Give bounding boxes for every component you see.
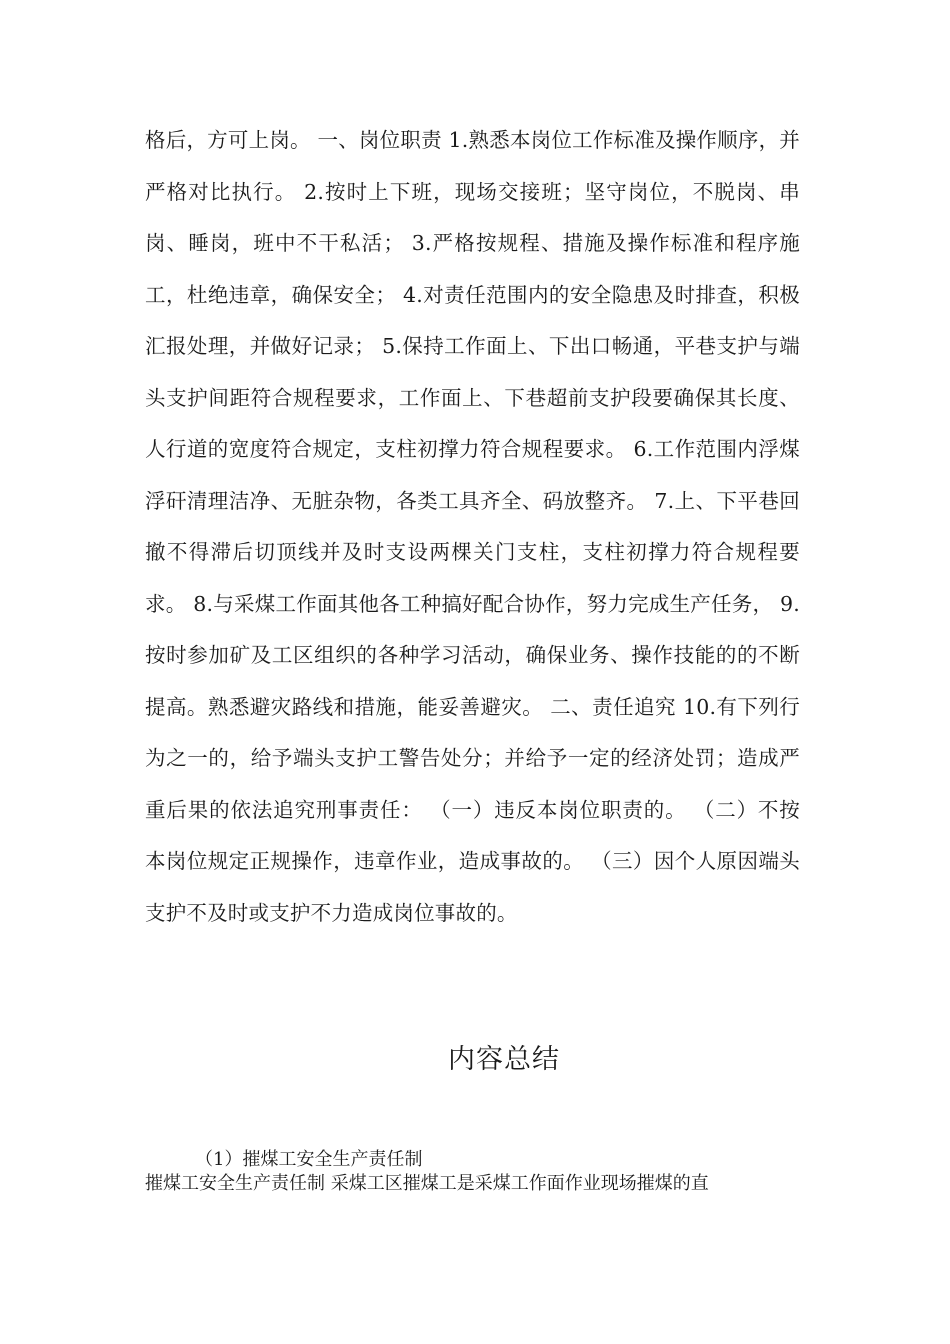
section-title: 内容总结	[448, 1044, 560, 1075]
body-paragraph: 格后，方可上岗。 一、岗位职责 1.熟悉本岗位工作标准及操作顺序，并严格对比执行。 2.按时上下班，现场交接班；坚守岗位，不脱岗、串岗、睡岗，班中不干私活； 3.严格按规程、措施及操作标准和程序施工，杜绝违章，确保安全； 4.对责任范围内的安全隐患及时排查，积极汇报处理，并做好记录； 5.保持工作面上、下出口畅通，平巷支护与端头支护间距符合规程要求，工作面上、下巷超前支护段要确保其长度、人行道的宽度符合规定，支柱初撑力符合规程要求。 6.工作范围内浮煤浮矸清理洁净、无脏杂物，各类工具齐全、码放整齐。 7.上、下平巷回撤不得滞后切顶线并及时支设两棵关门支柱，支柱初撑力符合规程要求。 8.与采煤工作面其他各工种搞好配合协作，努力完成生产任务， 9.按时参加矿及工区组织的各种学习活动，确保业务、操作技能的的不断提高。熟悉避灾路线和措施，能妥善避灾。 二、责任追究 10.有下列行为之一的，给予端头支护工警告处分；并给予一定的经济处罚；造成严重后果的依法追究刑事责任： （一）违反本岗位职责的。 （二）不按本岗位规定正规操作，违章作业，造成事故的。 （三）因个人原因端头支护不及时或支护不力造成岗位事故的。	[145, 128, 800, 925]
summary-text-line: 摧煤工安全生产责任制 采煤工区摧煤工是采煤工作面作业现场摧煤的直	[145, 1173, 709, 1194]
summary-heading: （1）摧煤工安全生产责任制	[195, 1149, 423, 1170]
